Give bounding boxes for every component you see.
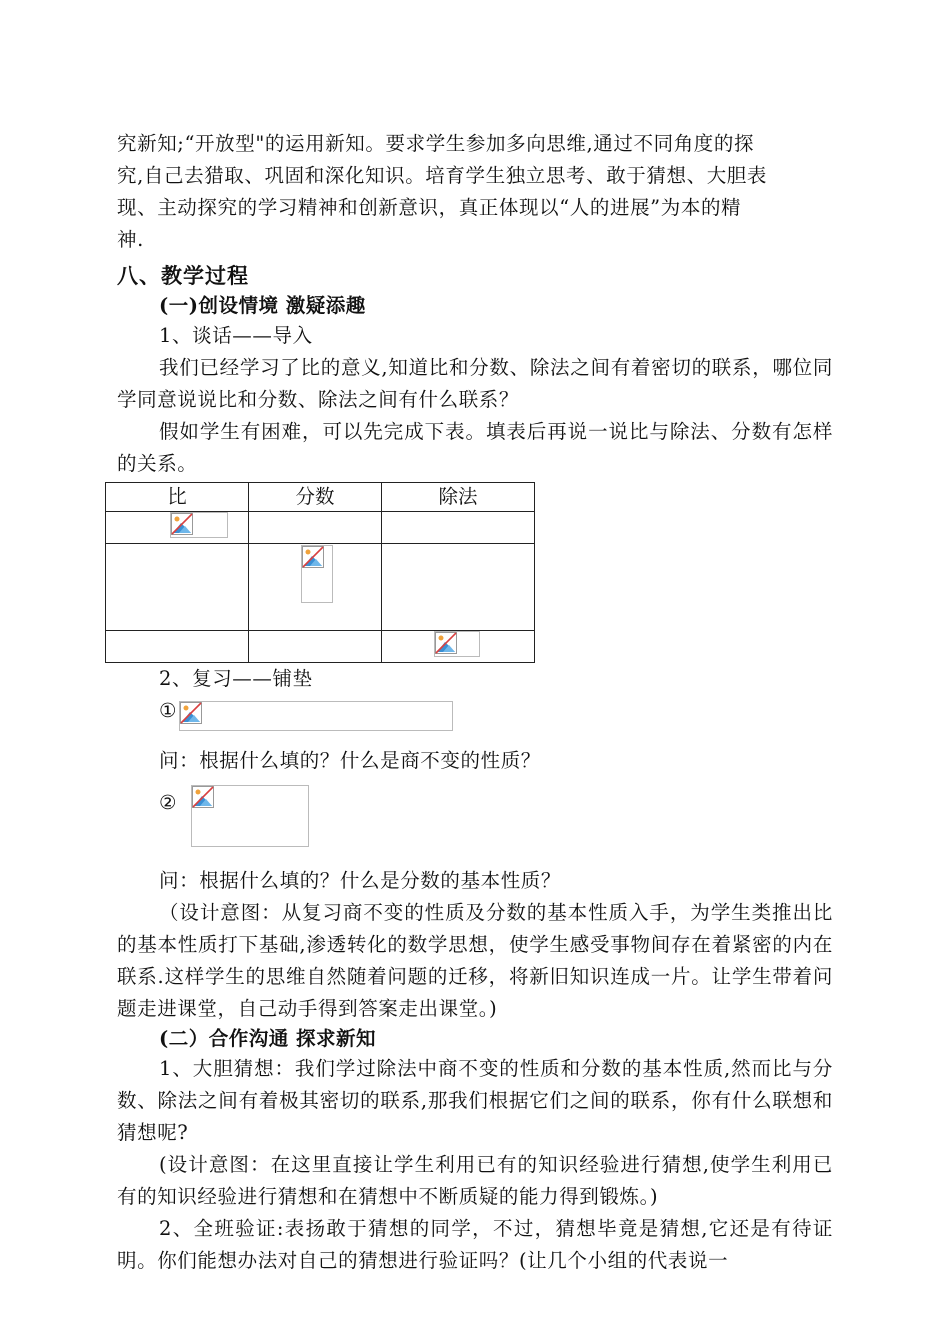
question-1: 问：根据什么填的？什么是商不变的性质？: [159, 749, 541, 772]
header-fraction: 分数: [249, 483, 382, 512]
image-placeholder-icon: [180, 702, 202, 724]
table-cell: [106, 544, 249, 631]
subsection-heading-1: (一)创设情境 激疑添趣: [159, 294, 366, 317]
header-ratio: 比: [106, 483, 249, 512]
table-cell: [106, 512, 249, 544]
design-note: （设计意图：从复习商不变的性质及分数的基本性质入手，为学生类推出比的基本性质打下基础,渗透转化的数学思想，使学生感受事物间存在着紧密的内在联系.这样学生的思维自然随着问题的迁移，将新旧知识连成一片。让学生带着问题走进课堂，自己动手得到答案走出课堂。): [117, 901, 833, 1020]
table-cell: [106, 631, 249, 663]
intro-line: 究,自己去猎取、巩固和深化知识。培育学生独立思考、敢于猜想、大胆表: [117, 164, 767, 187]
subsection-heading-2: (二）合作沟通 探求新知: [159, 1027, 377, 1050]
step-1-title: 1、谈话——导入: [159, 324, 313, 347]
image-placeholder-icon: [435, 632, 457, 654]
table-cell: [249, 512, 382, 544]
table-header-row: [106, 483, 535, 512]
intro-line: 究新知;“开放型"的运用新知。要求学生参加多向思维,通过不同角度的探: [117, 132, 755, 155]
paragraph: 我们已经学习了比的意义,知道比和分数、除法之间有着密切的联系，哪位同学同意说说比和分数、除法之间有什么联系？: [117, 356, 833, 411]
step-2-title: 2、复习——铺垫: [159, 667, 313, 690]
review-item-1: [117, 695, 833, 743]
table-cell: [382, 544, 535, 631]
paragraph: 假如学生有困难，可以先完成下表。填表后再说一说比与除法、分数有怎样的关系。: [117, 420, 833, 475]
section-heading: 八、教学过程: [117, 263, 249, 288]
image-placeholder-icon: [192, 786, 214, 808]
table-cell: [249, 631, 382, 663]
comparison-table: [105, 482, 535, 663]
table-row: [106, 631, 535, 663]
design-note: (设计意图：在这里直接让学生利用已有的知识经验进行猜想,使学生利用已有的知识经验进行猜想和在猜想中不断质疑的能力得到锻炼。): [117, 1153, 833, 1208]
broken-image-icon: [434, 631, 480, 657]
document-body: [117, 128, 833, 1277]
table-cell: [249, 544, 382, 631]
item-marker: ②: [159, 791, 177, 814]
broken-image-icon: [191, 785, 309, 847]
broken-image-icon: [179, 701, 453, 731]
image-placeholder-icon: [171, 513, 193, 535]
broken-image-icon: [170, 512, 228, 538]
header-division: 除法: [382, 483, 535, 512]
paragraph: 1、大胆猜想：我们学过除法中商不变的性质和分数的基本性质,然而比与分数、除法之间有着极其密切的联系,那我们根据它们之间的联系，你有什么联想和猜想呢?: [117, 1057, 833, 1144]
table-cell: [382, 512, 535, 544]
intro-line: 现、主动探究的学习精神和创新意识，真正体现以“人的进展”为本的精: [117, 196, 742, 219]
question-2: 问：根据什么填的？什么是分数的基本性质？: [159, 869, 562, 892]
review-item-2: [117, 785, 833, 865]
table-cell: [382, 631, 535, 663]
table-row: [106, 544, 535, 631]
broken-image-icon: [301, 545, 333, 603]
item-marker: ①: [159, 699, 177, 722]
intro-line: 神.: [117, 228, 144, 251]
table-row: [106, 512, 535, 544]
image-placeholder-icon: [302, 546, 324, 568]
paragraph: 2、全班验证:表扬敢于猜想的同学，不过，猜想毕竟是猜想,它还是有待证明。你们能想办法对自己的猜想进行验证吗？(让几个小组的代表说一: [117, 1217, 833, 1272]
